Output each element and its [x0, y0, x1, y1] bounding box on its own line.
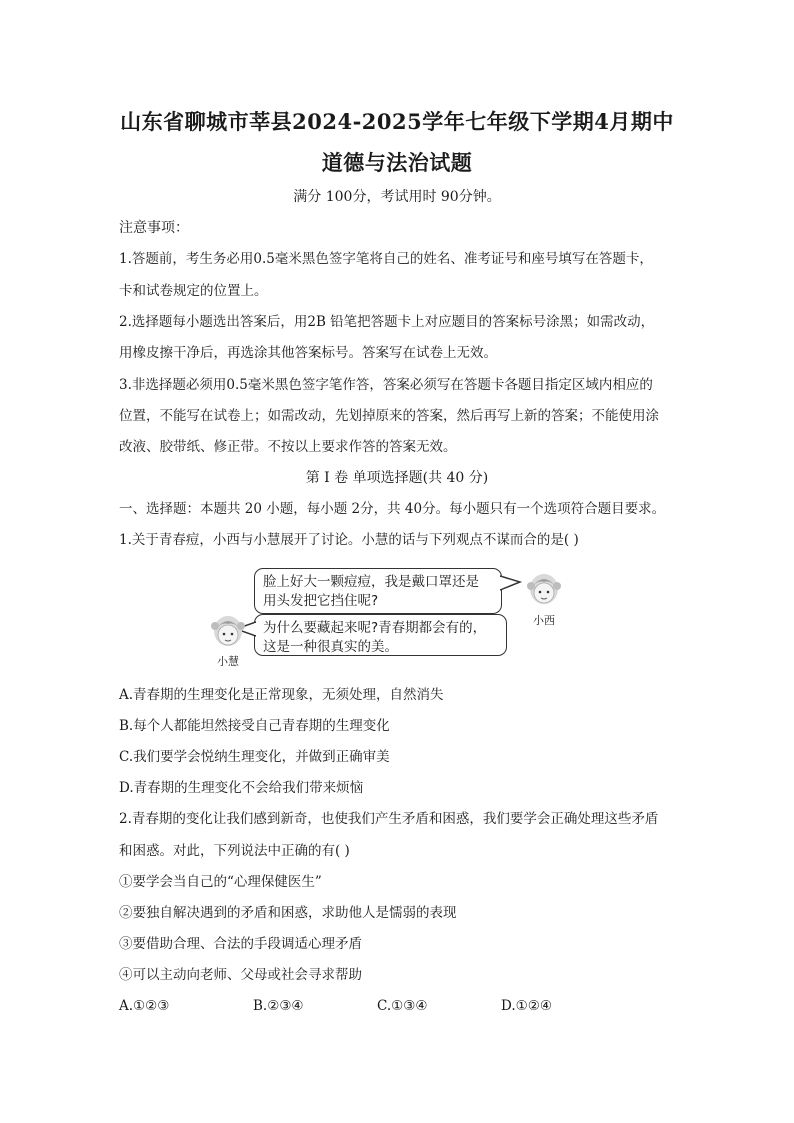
question-1-option-a: A.青春期的生理变化是正常现象，无须处理，自然消失 [119, 687, 444, 703]
question-1-option-b: B.每个人都能坦然接受自己青春期的生理变化 [119, 718, 390, 734]
page-title: 山东省聊城市莘县2024-2025学年七年级下学期4月期中 [120, 109, 674, 134]
question-2-option-c: C.①③④ [377, 998, 428, 1014]
notice-line: 改液、胶带纸、修正带。不按以上要求作答的答案无效。 [119, 439, 457, 455]
name-label-xiaoxi: 小西 [533, 614, 555, 627]
question-1-option-c: C.我们要学会悦纳生理变化，并做到正确审美 [119, 749, 390, 765]
question-2-item: ②要独自解决遇到的矛盾和困惑，求助他人是懦弱的表现 [119, 905, 457, 921]
notice-line: 位置，不能写在试卷上；如需改动，先划掉原来的答案，然后再写上新的答案；不能使用涂 [119, 408, 659, 424]
notice-line: 3.非选择题必须用0.5毫米黑色签字笔作答，答案必须写在答题卡各题目指定区域内相应的 [119, 377, 653, 393]
exam-meta: 满分 100分，考试用时 90分钟。 [293, 189, 501, 205]
notice-line: 用橡皮擦干净后，再选涂其他答案标号。答案写在试卷上无效。 [119, 345, 497, 361]
question-2-item: ③要借助合理、合法的手段调适心理矛盾 [119, 936, 362, 952]
bubble-text: 为什么要藏起来呢?青春期都会有的， [263, 620, 487, 636]
question-2-option-d: D.①②④ [501, 998, 552, 1014]
notice-line: 卡和试卷规定的位置上。 [119, 283, 268, 299]
speech-bubble-xiaoxi [254, 568, 502, 614]
section-instruction: 一、选择题：本题共 20 小题，每小题 2分，共 40分。每小题只有一个选项符合题目要求。 [119, 501, 666, 517]
speech-bubble-xiaohui [254, 614, 507, 656]
question-2-stem: 和困惑。对此，下列说法中正确的有( ) [119, 843, 350, 859]
section-title: 第 I 卷 单项选择题(共 40 分) [305, 470, 489, 486]
notice-line: 1.答题前，考生务必用0.5毫米黑色签字笔将自己的姓名、准考证号和座号填写在答题卡， [119, 251, 653, 267]
page-subtitle: 道德与法治试题 [321, 150, 473, 175]
notice-heading: 注意事项： [119, 220, 189, 236]
bubble-text: 用头发把它挡住呢? [263, 593, 379, 609]
question-1-stem: 1.关于青春痘，小西与小慧展开了讨论。小慧的话与下列观点不谋而合的是( ) [119, 532, 579, 548]
name-label-xiaohui: 小慧 [217, 655, 239, 668]
bubble-text: 脸上好大一颗痘痘，我是戴口罩还是 [263, 574, 479, 590]
bubble-tail-right [500, 574, 522, 594]
question-2-item: ①要学会当自己的“心理保健医生” [119, 874, 322, 890]
girl-avatar-icon [526, 570, 562, 610]
question-2-option-a: A.①②③ [119, 998, 170, 1014]
question-2-item: ④可以主动向老师、父母或社会寻求帮助 [119, 967, 362, 983]
question-1-figure [206, 562, 576, 672]
question-2-stem: 2.青春期的变化让我们感到新奇，也使我们产生矛盾和困惑，我们要学会正确处理这些矛盾 [119, 811, 659, 827]
question-1-option-d: D.青春期的生理变化不会给我们带来烦恼 [119, 780, 364, 796]
question-2-option-b: B.②③④ [253, 998, 304, 1014]
girl-avatar-icon [210, 612, 246, 652]
bubble-text: 这是一种很真实的美。 [263, 639, 398, 655]
notice-line: 2.选择题每小题选出答案后，用2B 铅笔把答题卡上对应题目的答案标号涂黑；如需改动， [119, 314, 655, 330]
